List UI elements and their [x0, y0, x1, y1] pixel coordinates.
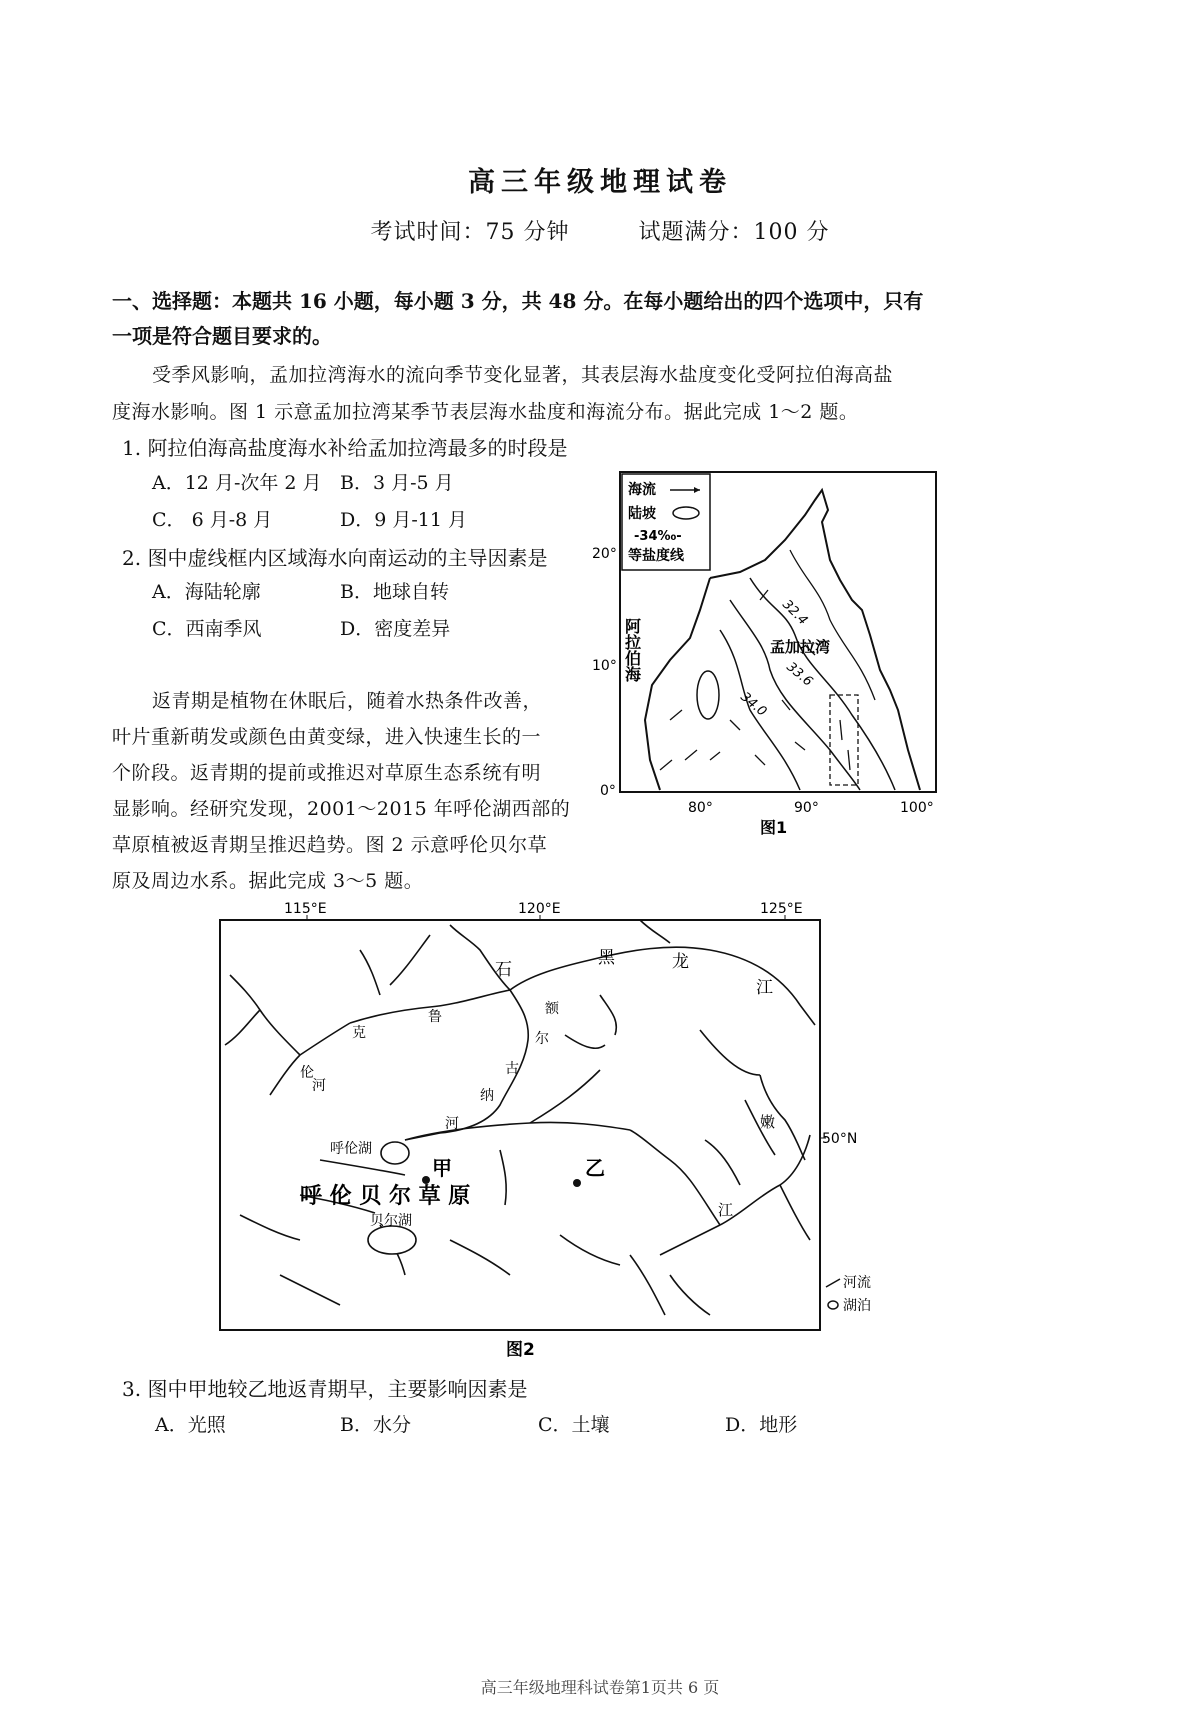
q1-option-c[interactable]: C． 6 月-8 月	[152, 509, 273, 531]
lat-10-label: 10°	[592, 658, 617, 674]
passage2-line3: 个阶段。返青期的提前或推迟对草原生态系统有明	[112, 762, 542, 784]
lon-120-label: 120°E	[518, 901, 561, 917]
lon-125-label: 125°E	[760, 901, 803, 917]
figure2-caption: 图2	[506, 1340, 535, 1360]
figure1-legend-iso: 等盐度线	[628, 548, 684, 564]
kerulen-label-4: 河	[312, 1078, 326, 1094]
lon-115-label: 115°E	[284, 901, 327, 917]
passage2-line5: 草原植被返青期呈推迟趋势。图 2 示意呼伦贝尔草	[112, 834, 548, 856]
q2-option-a[interactable]: A．海陆轮廓	[152, 581, 261, 603]
nen-label-2: 江	[718, 1201, 734, 1219]
q1-option-a[interactable]: A．12 月-次年 2 月	[152, 472, 322, 494]
q2-option-d[interactable]: D．密度差异	[340, 618, 451, 640]
argun-label-5: 河	[445, 1116, 459, 1132]
q3-option-b[interactable]: B．水分	[340, 1414, 411, 1436]
passage2-line2: 叶片重新萌发或颜色由黄变绿，进入快速生长的一	[112, 726, 542, 748]
point-yi-label: 乙	[585, 1156, 605, 1180]
grassland-label: 呼 伦 贝 尔 草 原	[300, 1184, 471, 1209]
passage2-line4: 显影响。经研究发现，2001～2015 年呼伦湖西部的	[112, 798, 571, 820]
argun-label-1: 额	[545, 1001, 559, 1017]
figure2-frame	[220, 920, 820, 1330]
lon-100-label: 100°	[900, 800, 934, 816]
lon-80-label: 80°	[688, 800, 713, 816]
figure1-legend-iso-value: -34‰-	[634, 529, 682, 544]
kerulen-label-2: 鲁	[428, 1009, 442, 1025]
nen-label-1: 嫩	[760, 1113, 776, 1131]
q3-option-a[interactable]: A．光照	[155, 1414, 226, 1436]
q1-option-b[interactable]: B．3 月-5 月	[340, 472, 454, 494]
passage2-line1: 返青期是植物在休眠后，随着水热条件改善，	[152, 690, 543, 712]
passage1-line2: 度海水影响。图 1 示意孟加拉湾某季节表层海水盐度和海流分布。据此完成 1～2 题。	[112, 401, 859, 423]
argun-label-4: 纳	[480, 1088, 494, 1104]
figure1-legend-current: 海流	[628, 482, 656, 498]
buir-lake-label: 贝尔湖	[370, 1213, 412, 1229]
q3-option-c[interactable]: C．土壤	[538, 1414, 610, 1436]
lat-20-label: 20°	[592, 546, 617, 562]
figure1-legend-land: 陆坡	[628, 506, 656, 522]
lon-90-label: 90°	[794, 800, 819, 816]
kerulen-label-3: 伦	[300, 1065, 314, 1081]
river-legend-icon	[826, 1279, 840, 1287]
buir-lake-shape	[368, 1226, 416, 1254]
q2-option-c[interactable]: C．西南季风	[152, 618, 262, 640]
figure1-map	[590, 460, 950, 840]
point-jia-marker	[422, 1176, 430, 1184]
hulun-lake-label: 呼伦湖	[330, 1141, 372, 1157]
figure2-map	[200, 895, 910, 1365]
exam-title: 高三年级地理试卷	[468, 167, 732, 198]
isohaline-324-label: 32.4	[779, 597, 811, 629]
lat-0-label: 0°	[600, 783, 616, 799]
isohaline-336-label: 33.6	[783, 659, 816, 690]
section-instruction-line1: 一、选择题：本题共 16 小题，每小题 3 分，共 48 分。在每小题给出的四个选项中，只有	[112, 289, 924, 313]
river-label-1: 石	[495, 960, 512, 980]
hulun-lake-shape	[381, 1142, 409, 1164]
kerulen-label-1: 克	[352, 1025, 366, 1041]
lake-legend-icon	[828, 1301, 838, 1309]
figure1-caption: 图1	[760, 818, 788, 837]
point-yi-marker	[573, 1179, 581, 1187]
argun-label-2: 尔	[535, 1031, 549, 1047]
legend-river: 河流	[843, 1275, 871, 1291]
q2-stem: 2. 图中虚线框内区域海水向南运动的主导因素是	[122, 546, 548, 570]
q1-option-d[interactable]: D．9 月-11 月	[340, 509, 467, 531]
river-label-3: 龙	[672, 952, 689, 972]
legend-lake: 湖泊	[843, 1298, 871, 1314]
lat-50-label: 50°N	[822, 1131, 858, 1147]
page-footer: 高三年级地理科试卷第1页共 6 页	[480, 1678, 720, 1697]
river-label-2: 黑	[598, 948, 615, 968]
q2-option-b[interactable]: B．地球自转	[340, 581, 449, 603]
point-jia-label: 甲	[432, 1156, 452, 1180]
river-label-4: 江	[756, 978, 773, 998]
argun-label-3: 古	[505, 1061, 519, 1077]
isohaline-340-label: 34.0	[737, 689, 770, 720]
exam-subtitle: 考试时间：75 分钟 试题满分：100 分	[370, 220, 830, 245]
q3-stem: 3. 图中甲地较乙地返青期早，主要影响因素是	[122, 1377, 528, 1401]
arabian-sea-label: 阿拉伯海	[622, 618, 642, 682]
q1-stem: 1. 阿拉伯海高盐度海水补给孟加拉湾最多的时段是	[122, 436, 568, 460]
bay-of-bengal-label: 孟加拉湾	[770, 638, 831, 656]
section-instruction-line2: 一项是符合题目要求的。	[112, 324, 332, 348]
q3-option-d[interactable]: D．地形	[725, 1414, 798, 1436]
passage2-line6: 原及周边水系。据此完成 3～5 题。	[112, 870, 424, 892]
passage1-line1: 受季风影响，孟加拉湾海水的流向季节变化显著，其表层海水盐度变化受阿拉伯海高盐	[152, 364, 894, 386]
